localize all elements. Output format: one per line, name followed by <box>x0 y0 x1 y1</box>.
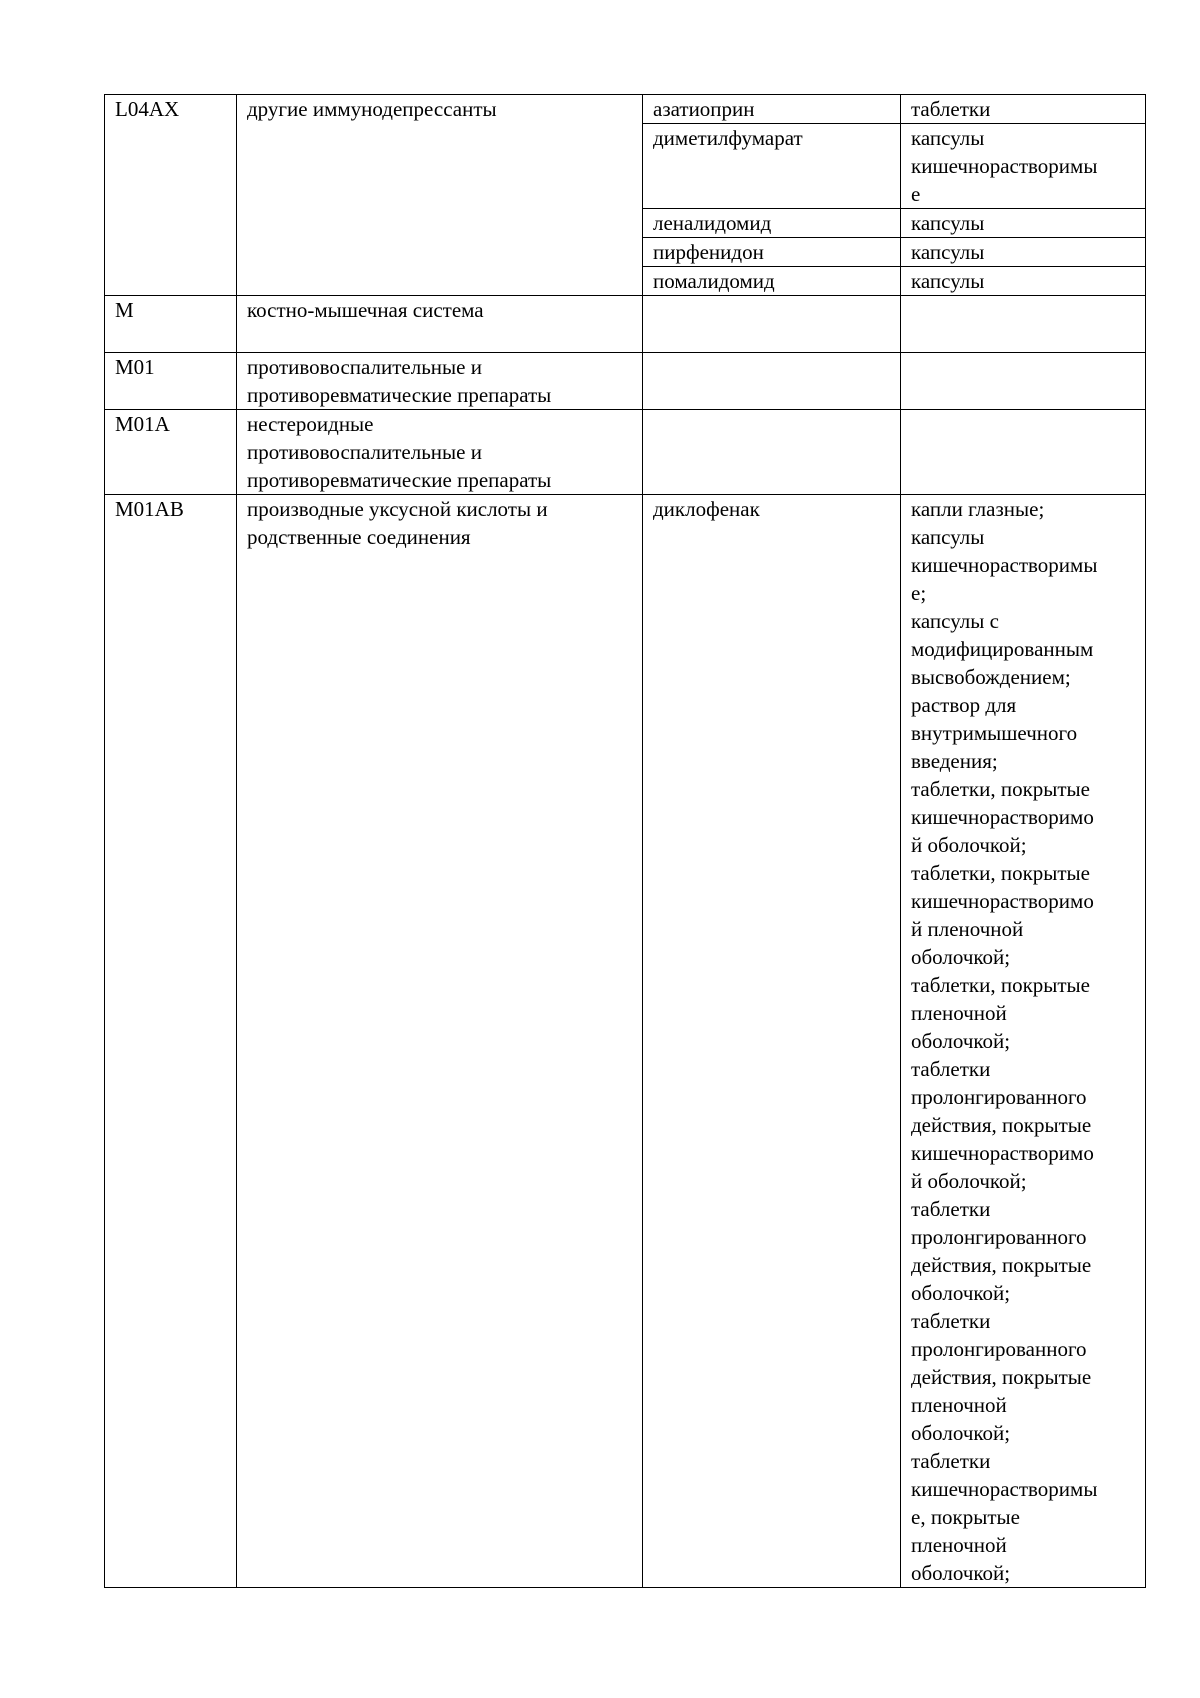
group-name-line: противоревматические препараты <box>247 468 552 492</box>
group-name-cell <box>237 353 643 410</box>
dosage-form-line: е, покрытые <box>911 1505 1020 1529</box>
table-row-m01a <box>105 410 1146 495</box>
group-name-cell <box>237 410 643 495</box>
atc-code-cell <box>105 410 237 495</box>
table-row-m <box>105 296 1146 353</box>
dosage-form-line: капсулы <box>911 269 985 293</box>
dosage-form-line: й оболочкой; <box>911 833 1027 857</box>
dosage-form-cell <box>901 209 1146 238</box>
atc-code: M <box>115 298 134 322</box>
atc-code-cell <box>105 95 237 296</box>
drug-name: азатиоприн <box>653 97 755 121</box>
dosage-form-line: таблетки <box>911 1449 991 1473</box>
drug-name-cell <box>643 267 901 296</box>
dosage-form-line: кишечнорастворимо <box>911 805 1094 829</box>
dosage-form-line: капсулы <box>911 126 985 150</box>
drug-name: диклофенак <box>653 497 760 521</box>
group-name-cell <box>237 495 643 1588</box>
dosage-form-line: пленочной <box>911 1533 1007 1557</box>
dosage-form-line: таблетки <box>911 1057 991 1081</box>
dosage-form-line: таблетки <box>911 1197 991 1221</box>
dosage-form-cell <box>901 267 1146 296</box>
dosage-form-line: капсулы <box>911 211 985 235</box>
drug-name: помалидомид <box>653 269 775 293</box>
dosage-form-line: действия, покрытые <box>911 1253 1092 1277</box>
dosage-form-line: таблетки <box>911 1309 991 1333</box>
dosage-form-line: й пленочной <box>911 917 1024 941</box>
dosage-form-line: таблетки, покрытые <box>911 777 1090 801</box>
drug-name: пирфенидон <box>653 240 764 264</box>
dosage-form-line: высвобождением; <box>911 665 1071 689</box>
dosage-form-line: пролонгированного <box>911 1085 1087 1109</box>
dosage-form-line: капсулы <box>911 240 985 264</box>
dosage-form-cell <box>901 124 1146 209</box>
dosage-form-line: кишечнорастворимо <box>911 889 1094 913</box>
drug-name-cell <box>643 410 901 495</box>
table-row-l04ax-1 <box>105 95 1146 124</box>
dosage-form-cell <box>901 353 1146 410</box>
dosage-form-line: раствор для <box>911 693 1017 717</box>
group-name-line: костно-мышечная система <box>247 298 484 322</box>
atc-code-cell <box>105 495 237 1588</box>
atc-code: M01 <box>115 355 155 379</box>
dosage-form-line: таблетки <box>911 97 991 121</box>
dosage-form-cell <box>901 95 1146 124</box>
group-name-line: производные уксусной кислоты и <box>247 497 548 521</box>
dosage-form-line: введения; <box>911 749 998 773</box>
dosage-form-line: кишечнорастворимо <box>911 1141 1094 1165</box>
dosage-form-line: е; <box>911 581 927 605</box>
dosage-form-line: пролонгированного <box>911 1225 1087 1249</box>
dosage-form-line: е <box>911 182 921 206</box>
dosage-form-line: модифицированным <box>911 637 1094 661</box>
dosage-form-line: кишечнорастворимы <box>911 553 1098 577</box>
dosage-form-line: пленочной <box>911 1001 1007 1025</box>
group-name-line: нестероидные <box>247 412 374 436</box>
drug-name-cell <box>643 209 901 238</box>
dosage-form-line: пролонгированного <box>911 1337 1087 1361</box>
drug-name: леналидомид <box>653 211 772 235</box>
atc-code-cell <box>105 353 237 410</box>
dosage-form-line: оболочкой; <box>911 1561 1011 1585</box>
dosage-form-line: оболочкой; <box>911 945 1011 969</box>
medicines-table <box>104 94 1146 1588</box>
group-name-line: противовоспалительные и <box>247 440 482 464</box>
drug-name-cell <box>643 124 901 209</box>
group-name-cell <box>237 296 643 353</box>
atc-code: M01A <box>115 412 170 436</box>
group-name-line: противоревматические препараты <box>247 383 552 407</box>
dosage-form-line: капли глазные; <box>911 497 1045 521</box>
dosage-form-line: кишечнорастворимы <box>911 154 1098 178</box>
drug-name-cell <box>643 495 901 1588</box>
dosage-form-line: действия, покрытые <box>911 1365 1092 1389</box>
dosage-form-line: оболочкой; <box>911 1421 1011 1445</box>
dosage-form-line: капсулы <box>911 525 985 549</box>
drug-name-cell <box>643 95 901 124</box>
dosage-form-line: внутримышечного <box>911 721 1078 745</box>
dosage-form-cell <box>901 495 1146 1588</box>
dosage-form-line: таблетки, покрытые <box>911 973 1090 997</box>
group-name-line: родственные соединения <box>247 525 471 549</box>
drug-name-cell <box>643 296 901 353</box>
drug-name: диметилфумарат <box>653 126 803 150</box>
dosage-form-line: й оболочкой; <box>911 1169 1027 1193</box>
dosage-form-line: капсулы с <box>911 609 999 633</box>
drug-name-cell <box>643 238 901 267</box>
dosage-form-cell <box>901 238 1146 267</box>
group-name: другие иммунодепрессанты <box>247 97 497 121</box>
table-row-m01ab <box>105 495 1146 1588</box>
atc-code: L04AX <box>115 97 180 121</box>
group-name-cell <box>237 95 643 296</box>
group-name-line: противовоспалительные и <box>247 355 482 379</box>
table-row-m01 <box>105 353 1146 410</box>
atc-code-cell <box>105 296 237 353</box>
dosage-form-cell <box>901 410 1146 495</box>
dosage-form-cell <box>901 296 1146 353</box>
dosage-form-line: оболочкой; <box>911 1029 1011 1053</box>
dosage-form-line: таблетки, покрытые <box>911 861 1090 885</box>
dosage-form-line: оболочкой; <box>911 1281 1011 1305</box>
dosage-form-line: пленочной <box>911 1393 1007 1417</box>
dosage-form-line: действия, покрытые <box>911 1113 1092 1137</box>
dosage-form-line: кишечнорастворимы <box>911 1477 1098 1501</box>
drug-name-cell <box>643 353 901 410</box>
atc-code: M01AB <box>115 497 184 521</box>
